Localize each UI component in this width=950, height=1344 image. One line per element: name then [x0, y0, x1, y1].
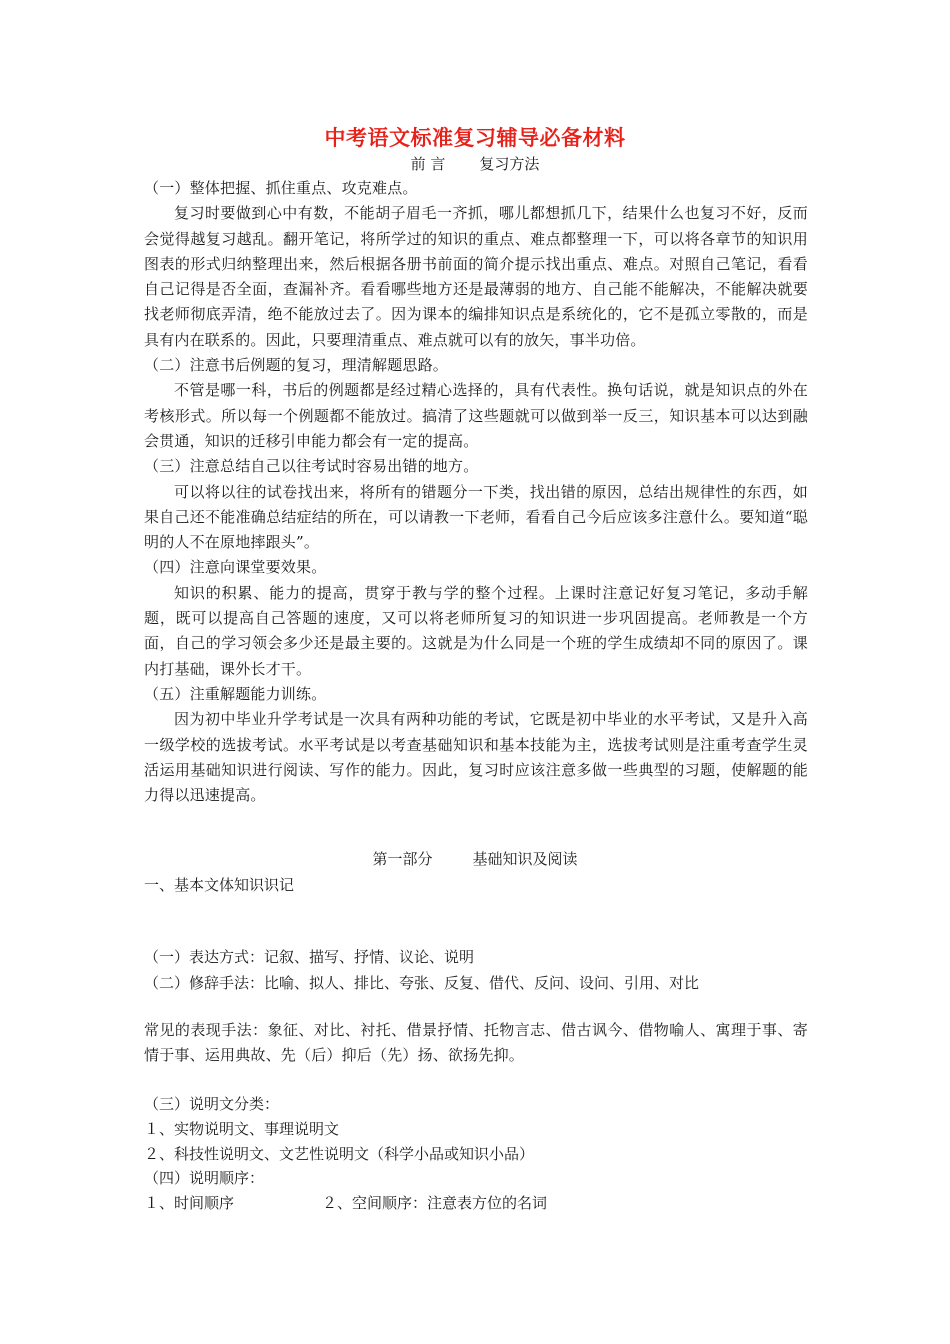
- review-methods-section: [144, 176, 808, 808]
- part-title: [0, 848, 950, 869]
- order-heading: （四）说明顺序：: [144, 1169, 265, 1187]
- section-body: 复习时要做到心中有数，不能胡子眉毛一齐抓，哪儿都想抓几下，结果什么也复习不好，反而会觉得越复习越乱。翻开笔记，将所学过的知识的重点、难点都整理一下，可以将各章节的知识用图表的形式归纳整理出来，然后根据各册书前面的简介提示找出重点、难点。对照自己笔记，看看自己记得是否全面，查漏补齐。看看哪些地方还是最薄弱的地方、自己能不能解决，不能解决就要找老师彻底弄清，绝不能放过去了。因为课本的编排知识点是系统化的，它不是孤立零散的，而是具有内在联系的。因此，只要理清重点、难点就可以有的放矢，事半功倍。: [144, 204, 808, 349]
- expression-methods: （一）表达方式：记叙、描写、抒情、议论、说明: [144, 948, 475, 966]
- order-items: [144, 1191, 808, 1216]
- part-number: 第一部分: [372, 850, 433, 868]
- part-name: 基础知识及阅读: [472, 850, 578, 868]
- document-subtitle: [0, 153, 950, 174]
- section-heading: （一）整体把握、抓住重点、攻克难点。: [144, 179, 418, 197]
- section-heading: （三）注意总结自己以往考试时容易出错的地方。: [144, 457, 479, 476]
- section-heading: （四）注意向课堂要效果。: [144, 558, 327, 577]
- order-item-1: １、时间顺序: [144, 1194, 235, 1212]
- subtitle-methods: 复习方法: [479, 155, 540, 173]
- section-body: 知识的积累、能力的提高，贯穿于教与学的整个过程。上课时注意记好复习笔记，多动手解题，既可以提高自己答题的速度，又可以将老师所复习的知识进一步巩固提高。老师教是一个方面，自己的学习领会多少还是最主要的。这就是为什么同是一个班的学生成绩却不同的原因了。课内打基础，课外长才干。: [144, 583, 808, 678]
- section-heading: （二）注意书后例题的复习，理清解题思路。: [144, 356, 449, 375]
- section-body: 因为初中毕业升学考试是一次具有两种功能的考试，它既是初中毕业的水平考试，又是升入高一级学校的选拔考试。水平考试是以考查基础知识和基本技能为主，选拔考试则是注重考查学生灵活运用基础知识进行阅读、写作的能力。因此，复习时应该注意多做一些典型的习题，使解题的能力得以迅速提高。: [144, 710, 808, 805]
- section-heading: （五）注重解题能力训练。: [144, 684, 327, 703]
- expository-heading: （三）说明文分类：: [144, 1095, 280, 1113]
- subtitle-preface: 前 言: [410, 155, 446, 173]
- part-heading: 一、基本文体知识识记: [144, 876, 295, 894]
- expository-item-2: ２、科技性说明文、文艺性说明文（科学小品或知识小品）: [144, 1145, 535, 1163]
- section-body: 可以将以往的试卷找出来，将所有的错题分一下类，找出错的原因，总结出规律性的东西，如果自己还不能准确总结症结的所在，可以请教一下老师，看看自己今后应该多注意什么。要知道“聪明的人不在原地摔跟头”。: [144, 482, 808, 552]
- order-item-2: ２、空间顺序：注意表方位的名词: [322, 1194, 548, 1212]
- section-body: 不管是哪一科，书后的例题都是经过精心选择的，具有代表性。换句话说，就是知识点的外在考核形式。所以每一个例题都不能放过。搞清了这些题就可以做到举一反三，知识基本可以达到融会贯通，知识的迁移引申能力都会有一定的提高。: [144, 381, 808, 450]
- rhetoric-methods: （二）修辞手法：比喻、拟人、排比、夸张、反复、借代、反问、设问、引用、对比: [144, 974, 700, 992]
- document-title: 中考语文标准复习辅导必备材料: [324, 125, 626, 150]
- expository-item-1: １、实物说明文、事理说明文: [144, 1120, 340, 1138]
- techniques-paragraph: 常见的表现手法：象征、对比、衬托、借景抒情、托物言志、借古讽今、借物喻人、寓理于事、寄情于事、运用典故、先（后）抑后（先）扬、欲扬先抑。: [144, 1021, 808, 1064]
